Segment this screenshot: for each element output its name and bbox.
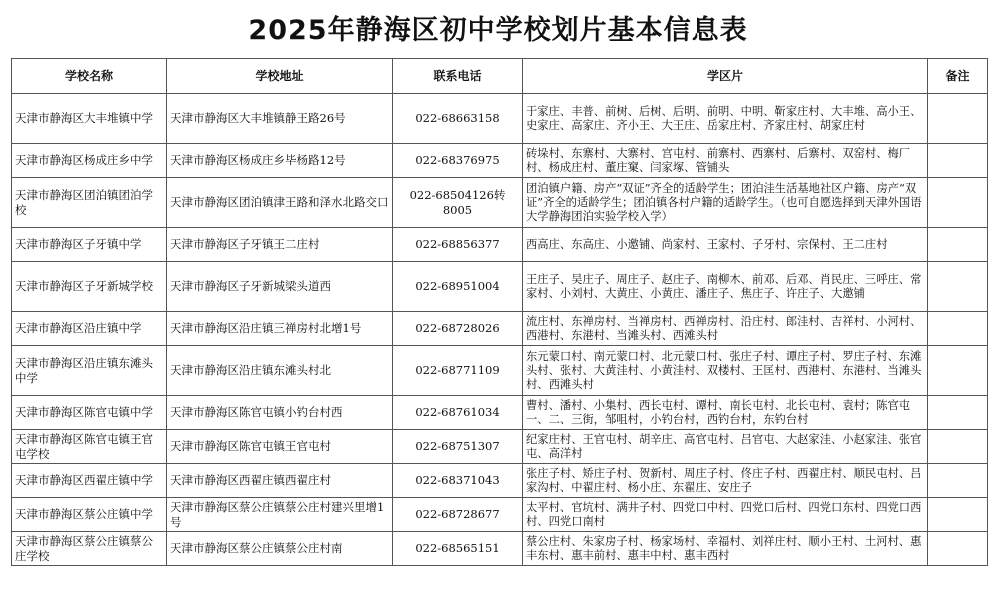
school-name-cell: 天津市静海区西翟庄镇中学 [12, 464, 167, 498]
district-cell: 西高庄、东高庄、小邀铺、尚家村、王家村、子牙村、宗保村、王二庄村 [523, 228, 928, 262]
school-address-cell: 天津市静海区子牙新城梁头道西 [167, 262, 393, 312]
notes-cell [928, 178, 988, 228]
page-title: 2025年静海区初中学校划片基本信息表 [248, 15, 748, 46]
school-address-cell: 天津市静海区陈官屯镇小钓台村西 [167, 396, 393, 430]
notes-cell [928, 94, 988, 144]
school-name-cell: 天津市静海区沿庄镇中学 [12, 312, 167, 346]
header-school-name: 学校名称 [12, 59, 167, 94]
school-address-cell: 天津市静海区沿庄镇东滩头村北 [167, 346, 393, 396]
school-name-cell: 天津市静海区杨成庄乡中学 [12, 144, 167, 178]
school-name-cell: 天津市静海区大丰堆镇中学 [12, 94, 167, 144]
school-name-cell: 天津市静海区子牙镇中学 [12, 228, 167, 262]
school-district-table [11, 58, 988, 566]
school-name-cell: 天津市静海区陈官屯镇中学 [12, 396, 167, 430]
notes-cell [928, 464, 988, 498]
header-school-address: 学校地址 [167, 59, 393, 94]
phone-cell: 022-68663158 [393, 94, 523, 144]
school-address-cell: 天津市静海区子牙镇王二庄村 [167, 228, 393, 262]
phone-cell: 022-68376975 [393, 144, 523, 178]
district-cell: 于家庄、丰普、前树、后树、后明、前明、中明、靳家庄村、大丰堆、高小王、史家庄、高家庄、齐小王、大王庄、岳家庄村、齐家庄村、胡家庄村 [523, 94, 928, 144]
school-name-cell: 天津市静海区子牙新城学校 [12, 262, 167, 312]
notes-cell [928, 396, 988, 430]
table-header-row [12, 59, 988, 94]
district-cell: 王庄子、吴庄子、周庄子、赵庄子、南柳木、前邓、后邓、肖民庄、三呼庄、常家村、小刘村、大黄庄、小黄庄、潘庄子、焦庄子、许庄子、大邀铺 [523, 262, 928, 312]
table-row [12, 464, 988, 498]
table-row [12, 396, 988, 430]
phone-cell: 022-68751307 [393, 430, 523, 464]
notes-cell [928, 262, 988, 312]
header-phone: 联系电话 [393, 59, 523, 94]
table-row [12, 144, 988, 178]
district-cell: 砖垛村、东寨村、大寨村、宫屯村、前寨村、西寨村、后寨村、双窑村、梅厂村、杨成庄村、董庄窠、闫家塚、管铺头 [523, 144, 928, 178]
district-cell: 东元蒙口村、南元蒙口村、北元蒙口村、张庄子村、谭庄子村、罗庄子村、东滩头村、张村、大黄洼村、小黄洼村、双楼村、王匡村、西港村、东港村、当滩头村、西滩头村 [523, 346, 928, 396]
phone-cell: 022-68951004 [393, 262, 523, 312]
table-row [12, 312, 988, 346]
table-row [12, 178, 988, 228]
school-address-cell: 天津市静海区杨成庄乡毕杨路12号 [167, 144, 393, 178]
notes-cell [928, 228, 988, 262]
school-address-cell: 天津市静海区沿庄镇三禅房村北增1号 [167, 312, 393, 346]
district-cell: 纪家庄村、王官屯村、胡辛庄、高官屯村、吕官屯、大赵家洼、小赵家洼、张官屯、高洋村 [523, 430, 928, 464]
phone-cell: 022-68856377 [393, 228, 523, 262]
school-address-cell: 天津市静海区蔡公庄镇蔡公庄村南 [167, 532, 393, 566]
district-cell: 蔡公庄村、朱家房子村、杨家场村、幸福村、刘祥庄村、顺小王村、土河村、惠丰东村、惠丰前村、惠丰中村、惠丰西村 [523, 532, 928, 566]
district-cell: 曹村、潘村、小集村、西长屯村、谭村、南长屯村、北长屯村、袁村；陈官屯一、二、三街，邹咀村，小钓台村，西钓台村，东钓台村 [523, 396, 928, 430]
school-name-cell: 天津市静海区蔡公庄镇蔡公庄学校 [12, 532, 167, 566]
header-notes: 备注 [928, 59, 988, 94]
phone-cell: 022-68728026 [393, 312, 523, 346]
header-district: 学区片 [523, 59, 928, 94]
phone-cell: 022-68761034 [393, 396, 523, 430]
school-name-cell: 天津市静海区陈官屯镇王官屯学校 [12, 430, 167, 464]
table-row [12, 346, 988, 396]
notes-cell [928, 144, 988, 178]
table-row [12, 94, 988, 144]
phone-cell: 022-68504126转8005 [393, 178, 523, 228]
district-cell: 团泊镇户籍、房产“双证”齐全的适龄学生；团泊洼生活基地社区户籍、房产“双证”齐全的适龄学生；团泊镇各村户籍的适龄学生。（也可自愿选择到天津外国语大学静海团泊实验学校入学） [523, 178, 928, 228]
notes-cell [928, 498, 988, 532]
table-row [12, 498, 988, 532]
district-cell: 张庄子村、矫庄子村、贺新村、周庄子村、佟庄子村、西翟庄村、顺民屯村、吕家沟村、中翟庄村、杨小庄、东翟庄、安庄子 [523, 464, 928, 498]
district-cell: 太平村、官坑村、满井子村、四党口中村、四党口后村、四党口东村、四党口西村、四党口南村 [523, 498, 928, 532]
phone-cell: 022-68771109 [393, 346, 523, 396]
school-name-cell: 天津市静海区蔡公庄镇中学 [12, 498, 167, 532]
notes-cell [928, 532, 988, 566]
school-address-cell: 天津市静海区西翟庄镇西翟庄村 [167, 464, 393, 498]
phone-cell: 022-68728677 [393, 498, 523, 532]
table-row [12, 532, 988, 566]
district-cell: 流庄村、东禅房村、当禅房村、西禅房村、沿庄村、郎洼村、吉祥村、小河村、西港村、东港村、当滩头村、西滩头村 [523, 312, 928, 346]
phone-cell: 022-68371043 [393, 464, 523, 498]
notes-cell [928, 346, 988, 396]
table-row [12, 228, 988, 262]
school-name-cell: 天津市静海区团泊镇团泊学校 [12, 178, 167, 228]
notes-cell [928, 430, 988, 464]
school-address-cell: 天津市静海区大丰堆镇静王路26号 [167, 94, 393, 144]
school-address-cell: 天津市静海区陈官屯镇王官屯村 [167, 430, 393, 464]
school-name-cell: 天津市静海区沿庄镇东滩头中学 [12, 346, 167, 396]
school-address-cell: 天津市静海区团泊镇津王路和泽水北路交口 [167, 178, 393, 228]
school-address-cell: 天津市静海区蔡公庄镇蔡公庄村建兴里增1号 [167, 498, 393, 532]
table-row [12, 262, 988, 312]
table-row [12, 430, 988, 464]
notes-cell [928, 312, 988, 346]
phone-cell: 022-68565151 [393, 532, 523, 566]
